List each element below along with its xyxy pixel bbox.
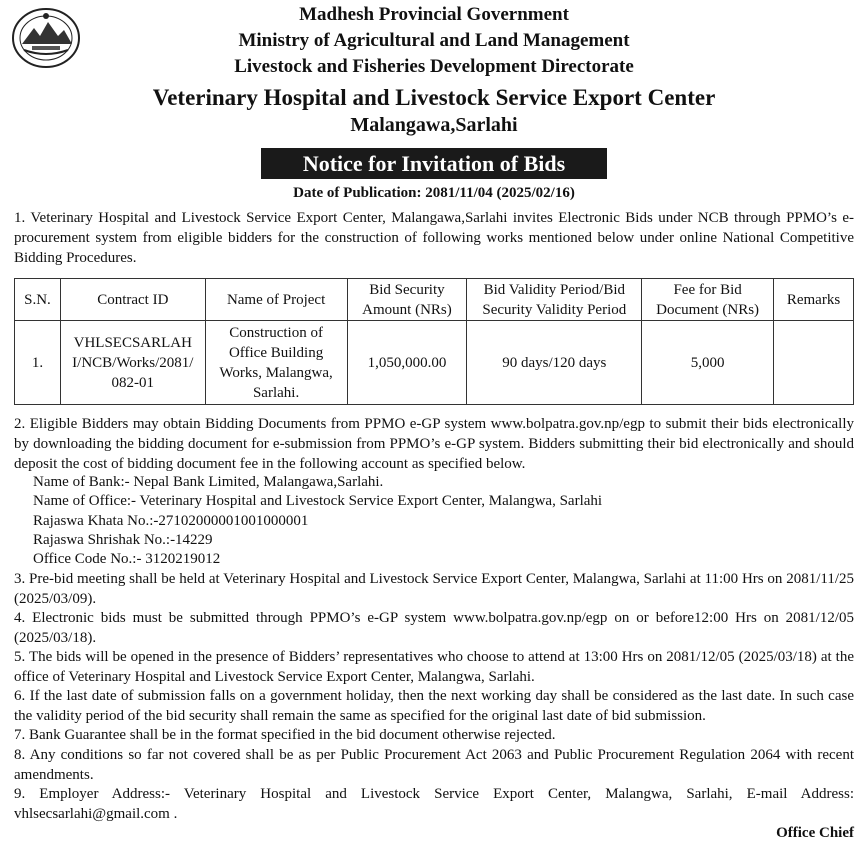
- office-code: Office Code No.:- 3120219012: [33, 551, 221, 567]
- col-remarks: Remarks: [774, 279, 854, 321]
- paragraph-9: 9. Employer Address:- Veterinary Hospital and Livestock Service Export Center, Malangwa, Sarlahi, E-mail Address: vhlsecsarlahi@gmail.com .: [14, 786, 854, 822]
- bank-name: Name of Bank:- Nepal Bank Limited, Malangawa,Sarlahi.: [33, 474, 384, 490]
- paragraph-7: 7. Bank Guarantee shall be in the format specified in the bid document otherwise rejected.: [14, 727, 556, 743]
- office-location: Malangawa,Sarlahi: [350, 114, 518, 136]
- notice-title: Notice for Invitation of Bids: [261, 148, 607, 179]
- directorate-name: Livestock and Fisheries Development Directorate: [234, 56, 634, 77]
- table-header-row: [15, 279, 854, 321]
- table-row: [15, 321, 854, 405]
- col-project: Name of Project: [205, 279, 347, 321]
- publication-date: Date of Publication: 2081/11/04 (2025/02/16): [293, 185, 575, 201]
- col-sn: S.N.: [15, 279, 61, 321]
- paragraph-4: 4. Electronic bids must be submitted through PPMO’s e-GP system www.bolpatra.gov.np/egp on or before12:00 Hrs on 2081/12/05 (2025/03/18).: [14, 610, 854, 646]
- cell-fee: 5,000: [642, 321, 774, 405]
- paragraph-2: 2. Eligible Bidders may obtain Bidding Documents from PPMO e-GP system www.bolpatra.gov.np/egp to submit their bids electronically by downloading the bidding document for e-submission from PPMO’s e-GP system. Bidders submitting their bid electronically and should deposit the cost of bidding document fee in the following account as specified below.: [14, 416, 854, 472]
- office-name-account: Name of Office:- Veterinary Hospital and Livestock Service Export Center, Malangwa, Sarlahi: [33, 493, 603, 509]
- col-validity: Bid Validity Period/Bid Security Validity Period: [467, 279, 642, 321]
- cell-remarks: [774, 321, 854, 405]
- rajaswa-khata: Rajaswa Khata No.:-27102000001001000001: [33, 513, 309, 529]
- bids-table: [14, 278, 854, 405]
- rajaswa-shrishak: Rajaswa Shrishak No.:-14229: [33, 532, 213, 548]
- paragraph-6: 6. If the last date of submission falls on a government holiday, then the next working day shall be considered as the last date. In such case the validity period of the bid security shall remain the same as specified for the original last date of bid submission.: [14, 688, 854, 724]
- cell-validity: 90 days/120 days: [467, 321, 642, 405]
- col-contract-id: Contract ID: [60, 279, 205, 321]
- signature-office-chief: Office Chief: [776, 825, 854, 841]
- paragraph-8: 8. Any conditions so far not covered shall be as per Public Procurement Act 2063 and Public Procurement Regulation 2064 with recent amendments.: [14, 747, 854, 783]
- paragraph-3: 3. Pre-bid meeting shall be held at Veterinary Hospital and Livestock Service Export Center, Malangwa, Sarlahi at 11:00 Hrs on 2081/11/25 (2025/03/09).: [14, 571, 854, 607]
- paragraph-5: 5. The bids will be opened in the presence of Bidders’ representatives who choose to attend at 13:00 Hrs on 2081/12/05 (2025/03/18) at the office of Veterinary Hospital and Livestock Service Export Center, Malangwa, Sarlahi.: [14, 649, 854, 685]
- govt-name: Madhesh Provincial Government: [299, 4, 569, 25]
- paragraph-1: 1. Veterinary Hospital and Livestock Service Export Center, Malangawa,Sarlahi invites Electronic Bids under NCB through PPMO’s e-procurement system from eligible bidders for the construction of following works mentioned below under online National Competitive Bidding Procedures.: [14, 210, 854, 266]
- office-name: Veterinary Hospital and Livestock Service Export Center: [152, 85, 716, 110]
- col-bid-security: Bid Security Amount (NRs): [347, 279, 467, 321]
- cell-project: Construction of Office Building Works, Malangwa, Sarlahi.: [205, 321, 347, 405]
- cell-sn: 1.: [15, 321, 61, 405]
- col-fee: Fee for Bid Document (NRs): [642, 279, 774, 321]
- ministry-name: Ministry of Agricultural and Land Management: [238, 30, 630, 51]
- cell-bid-security: 1,050,000.00: [347, 321, 467, 405]
- cell-contract-id: VHLSECSARLAHI/NCB/Works/2081/082-01: [60, 321, 205, 405]
